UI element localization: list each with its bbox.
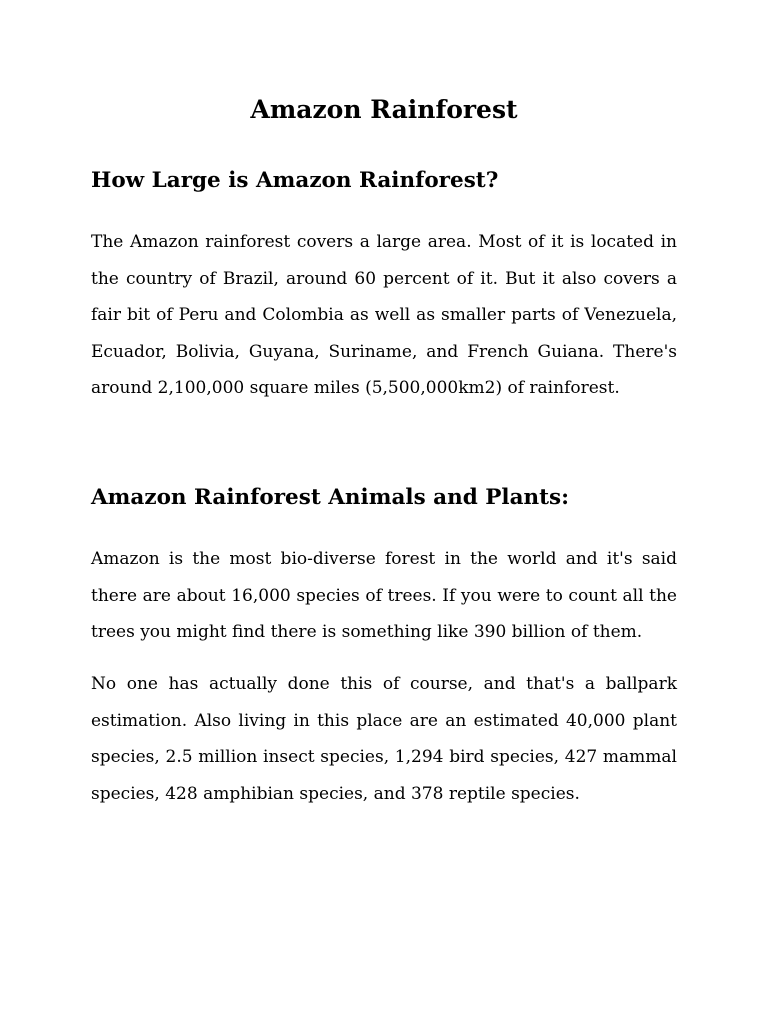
paragraph-biodiversity: Amazon is the most bio-diverse forest in the world and it's said there are about 16,000 species of trees. If you were to count all the trees you might find there is something like 390 billion of them. [91, 549, 677, 643]
section-heading-animals-plants: Amazon Rainforest Animals and Plants: [91, 485, 570, 510]
paragraph-species-estimates: No one has actually done this of course, and that's a ballpark estimation. Also living in this place are an estimated 40,000 plant species, 2.5 million insect species, 1,294 bird species, 427 mammal species, 428 amphibian species, and 378 reptile species. [91, 674, 677, 804]
paragraph-size: The Amazon rainforest covers a large area. Most of it is located in the country of Brazil, around 60 percent of it. But it also covers a fair bit of Peru and Colombia as well as smaller parts of Venezuela, Ecuador, Bolivia, Guyana, Suriname, and French Guiana. There's around 2,100,000 square miles (5,500,000km2) of rainforest. [91, 232, 677, 399]
section-heading-size: How Large is Amazon Rainforest? [91, 168, 499, 193]
page-title: Amazon Rainforest [250, 95, 518, 124]
